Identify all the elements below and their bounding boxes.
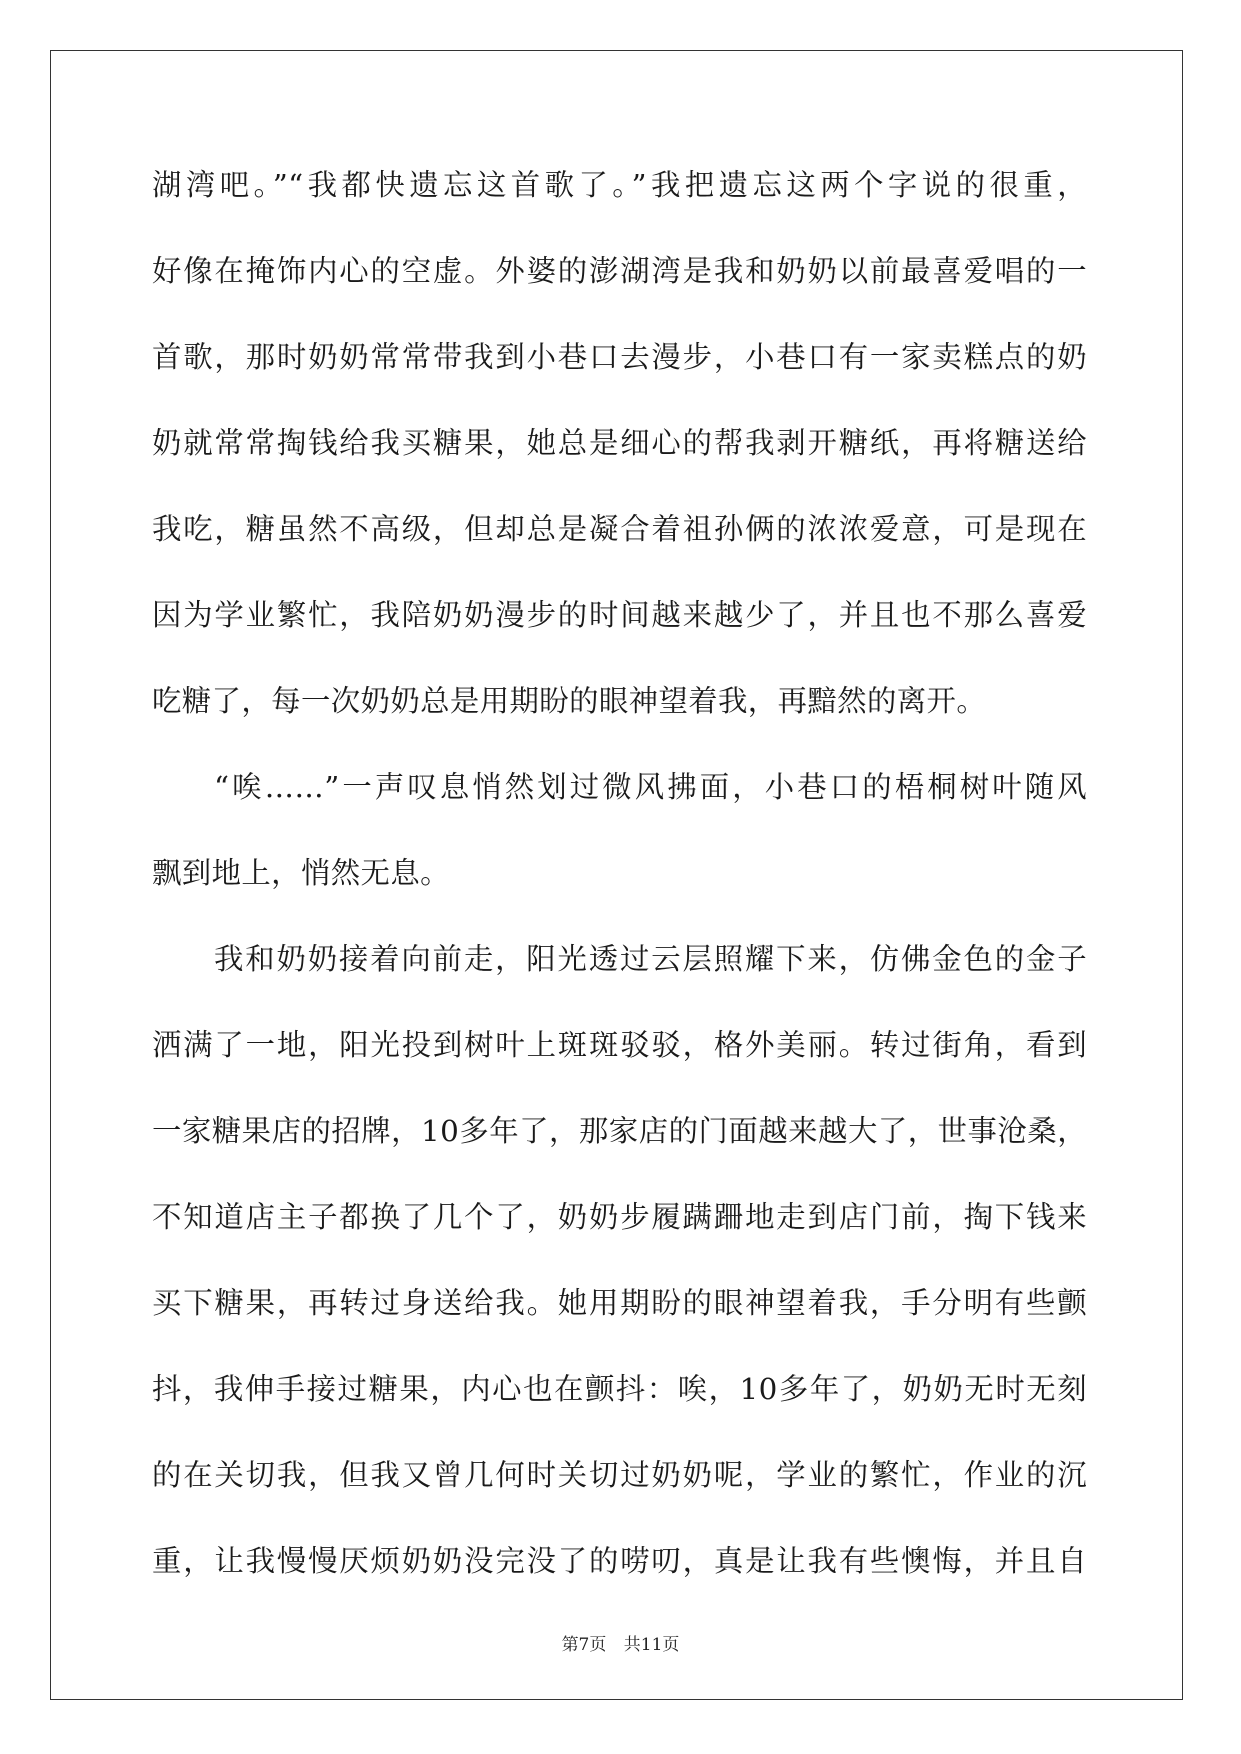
page-number-current: 第7页 xyxy=(561,1635,607,1655)
text-line: 抖，我伸手接过糖果，内心也在颤抖：唉，10多年了，奶奶无时无刻 xyxy=(152,1372,1087,1406)
text-line: 不知道店主子都换了几个了，奶奶步履蹒跚地走到店门前，掏下钱来 xyxy=(152,1200,1087,1234)
page-footer xyxy=(0,1630,1241,1655)
text-line: 重，让我慢慢厌烦奶奶没完没了的唠叨，真是让我有些懊悔，并且自 xyxy=(152,1544,1087,1578)
document-body xyxy=(152,168,1087,1630)
text-line: 我和奶奶接着向前走，阳光透过云层照耀下来，仿佛金色的金子 xyxy=(214,942,1087,976)
text-line: 飘到地上，悄然无息。 xyxy=(152,856,450,890)
text-line: 因为学业繁忙，我陪奶奶漫步的时间越来越少了，并且也不那么喜爱 xyxy=(152,598,1087,632)
text-line: 奶就常常掏钱给我买糖果，她总是细心的帮我剥开糖纸，再将糖送给 xyxy=(152,426,1087,460)
page-number-total: 共11页 xyxy=(623,1635,680,1655)
text-line: 买下糖果，再转过身送给我。她用期盼的眼神望着我，手分明有些颤 xyxy=(152,1286,1087,1320)
text-line: 好像在掩饰内心的空虚。外婆的澎湖湾是我和奶奶以前最喜爱唱的一 xyxy=(152,254,1087,288)
text-line: 一家糖果店的招牌，10多年了，那家店的门面越来越大了，世事沧桑， xyxy=(152,1114,1087,1148)
text-line: “唉……”一声叹息悄然划过微风拂面，小巷口的梧桐树叶随风 xyxy=(214,770,1087,804)
text-line: 洒满了一地，阳光投到树叶上斑斑驳驳，格外美丽。转过街角，看到 xyxy=(152,1028,1087,1062)
text-line: 吃糖了，每一次奶奶总是用期盼的眼神望着我，再黯然的离开。 xyxy=(152,684,987,718)
text-line: 湖湾吧。”“我都快遗忘这首歌了。”我把遗忘这两个字说的很重， xyxy=(152,168,1087,202)
text-line: 的在关切我，但我又曾几何时关切过奶奶呢，学业的繁忙，作业的沉 xyxy=(152,1458,1087,1492)
text-line: 我吃，糖虽然不高级，但却总是凝合着祖孙俩的浓浓爱意，可是现在 xyxy=(152,512,1087,546)
text-line: 首歌，那时奶奶常常带我到小巷口去漫步，小巷口有一家卖糕点的奶 xyxy=(152,340,1087,374)
